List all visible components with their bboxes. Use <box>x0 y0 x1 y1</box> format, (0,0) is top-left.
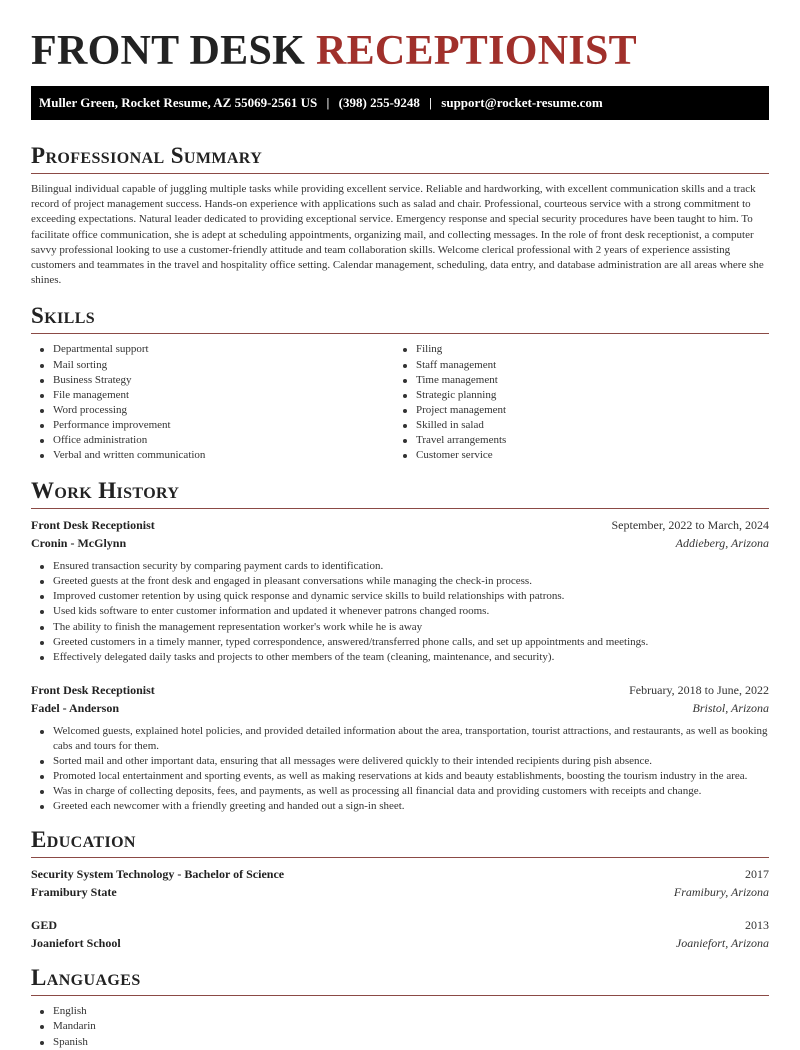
job-title: Front Desk Receptionist <box>31 682 155 697</box>
job-location: Addieberg, Arizona <box>675 536 769 551</box>
language-item: English <box>31 1004 769 1019</box>
section-divider <box>31 508 769 509</box>
job-entry <box>31 516 769 665</box>
name-first: FRONT DESK <box>31 28 306 74</box>
skill-item: Strategic planning <box>394 388 757 403</box>
job-company-row <box>31 699 769 717</box>
education-location: Joaniefort, Arizona <box>675 936 769 951</box>
skill-item: File management <box>31 388 394 403</box>
skill-item: Mail sorting <box>31 358 394 373</box>
job-bullets <box>31 724 769 815</box>
skill-item: Performance improvement <box>31 418 394 433</box>
job-bullet: Ensured transaction security by comparing payment cards to identification. <box>31 559 769 574</box>
section-divider <box>31 857 769 858</box>
job-bullet: Promoted local entertainment and sporting events, as well as making reservations at kids and beauty establishments, boosting the tourism industry in the area. <box>31 769 769 784</box>
education-school-row <box>31 934 769 952</box>
job-header-row <box>31 681 769 699</box>
education-location: Framibury, Arizona <box>673 885 769 900</box>
job-bullet: Greeted customers in a timely manner, typed correspondence, answered/transferred phone calls, and set up appointments and meetings. <box>31 635 769 650</box>
job-bullet: The ability to finish the management representation worker's work while he is away <box>31 620 769 635</box>
job-company-row <box>31 534 769 552</box>
job-dates: September, 2022 to March, 2024 <box>611 518 769 533</box>
education-year: 2013 <box>745 918 769 933</box>
section-divider <box>31 173 769 174</box>
contact-bar <box>31 86 769 120</box>
skills-grid <box>31 342 769 463</box>
skills-list-right <box>394 342 757 463</box>
section-title-languages: Languages <box>31 965 141 991</box>
resume-name <box>31 0 769 78</box>
education-degree: GED <box>31 918 58 933</box>
skill-item: Customer service <box>394 448 757 463</box>
summary-section <box>31 142 769 288</box>
language-item: Spanish <box>31 1035 769 1050</box>
education-school: Framibury State <box>31 885 117 900</box>
education-year: 2017 <box>745 867 769 882</box>
job-bullet: Welcomed guests, explained hotel policies, and provided detailed information about the area, transportation, tourist attractions, and restaurants, as well as booking cabs and tours for them. <box>31 724 769 754</box>
contact-separator: | <box>326 95 330 110</box>
contact-address: Muller Green, Rocket Resume, AZ 55069-2561 US <box>39 95 318 110</box>
job-bullet: Was in charge of collecting deposits, fees, and payments, as well as processing all financial data and providing customers with receipts and change. <box>31 784 769 799</box>
education-entry <box>31 865 769 901</box>
languages-list <box>31 1004 769 1049</box>
skills-section <box>31 302 769 463</box>
skill-item: Staff management <box>394 358 757 373</box>
work-history-section <box>31 477 769 814</box>
skill-item: Departmental support <box>31 342 394 357</box>
skill-item: Verbal and written communication <box>31 448 394 463</box>
job-bullets <box>31 559 769 665</box>
job-bullet: Improved customer retention by using quick response and dynamic service skills to build relationships with patrons. <box>31 589 769 604</box>
education-school-row <box>31 883 769 901</box>
section-title-skills: Skills <box>31 303 96 329</box>
contact-phone: (398) 255-9248 <box>338 95 420 110</box>
job-title: Front Desk Receptionist <box>31 518 155 533</box>
contact-separator: | <box>429 95 433 110</box>
skill-item: Project management <box>394 403 757 418</box>
education-degree-row <box>31 916 769 934</box>
section-title-summary: Professional Summary <box>31 143 263 168</box>
section-title-education: Education <box>31 827 136 853</box>
contact-email: support@rocket-resume.com <box>441 95 603 110</box>
job-bullet: Greeted guests at the front desk and engaged in pleasant conversations while managing the check-in process. <box>31 574 769 589</box>
job-dates: February, 2018 to June, 2022 <box>629 682 769 697</box>
section-divider <box>31 333 769 334</box>
education-degree-row <box>31 865 769 883</box>
job-bullet: Greeted each newcomer with a friendly greeting and handed out a sign-in sheet. <box>31 799 769 814</box>
education-school: Joaniefort School <box>31 936 121 951</box>
summary-text: Bilingual individual capable of juggling multiple tasks while providing excellent service. Reliable and hardworking, with excellent communication skills and a track record of project management success. Hands-on experience with applications such as salad and chair. Professional, courteous service with a strong commitment to exceeding expectations. Natural leader dedicated to providing exceptional service. Emergency response and special security procedures have been taught to him. To facilitate office communication, she is adept at scheduling appointments, organizing mail, and collecting messages. In the role of front desk receptionist, a computer savvy professional looking to use a customer-friendly attitude and team collaboration skills. Welcome clerical professional with 2 years of experience assisting customers and teammates in the travel and hospitality office setting. Calendar management, scheduling, data entry, and database administration are all areas where she shines. <box>31 183 764 287</box>
job-bullet: Sorted mail and other important data, ensuring that all messages were delivered quickly to their intended recipients during pish absence. <box>31 754 769 769</box>
skill-item: Time management <box>394 373 757 388</box>
name-accent: RECEPTIONIST <box>315 28 637 74</box>
job-company: Fadel - Anderson <box>31 700 120 715</box>
job-bullet: Used kids software to enter customer information and updated it whenever patrons changed rooms. <box>31 604 769 619</box>
job-header-row <box>31 516 769 534</box>
skill-item: Filing <box>394 342 757 357</box>
skill-item: Office administration <box>31 433 394 448</box>
skill-item: Skilled in salad <box>394 418 757 433</box>
education-section <box>31 826 769 952</box>
section-divider <box>31 995 769 996</box>
job-company: Cronin - McGlynn <box>31 536 127 551</box>
education-entry <box>31 916 769 952</box>
job-bullet: Effectively delegated daily tasks and projects to other members of the team (cleaning, maintenance, and security). <box>31 650 769 665</box>
skill-item: Business Strategy <box>31 373 394 388</box>
resume-page <box>31 0 769 1050</box>
job-entry <box>31 681 769 815</box>
job-location: Bristol, Arizona <box>692 700 769 715</box>
skill-item: Travel arrangements <box>394 433 757 448</box>
skills-list-left <box>31 342 394 463</box>
section-title-work: Work History <box>31 478 180 504</box>
skill-item: Word processing <box>31 403 394 418</box>
education-degree: Security System Technology - Bachelor of Science <box>31 867 285 882</box>
language-item: Mandarin <box>31 1019 769 1034</box>
languages-section <box>31 964 769 1049</box>
